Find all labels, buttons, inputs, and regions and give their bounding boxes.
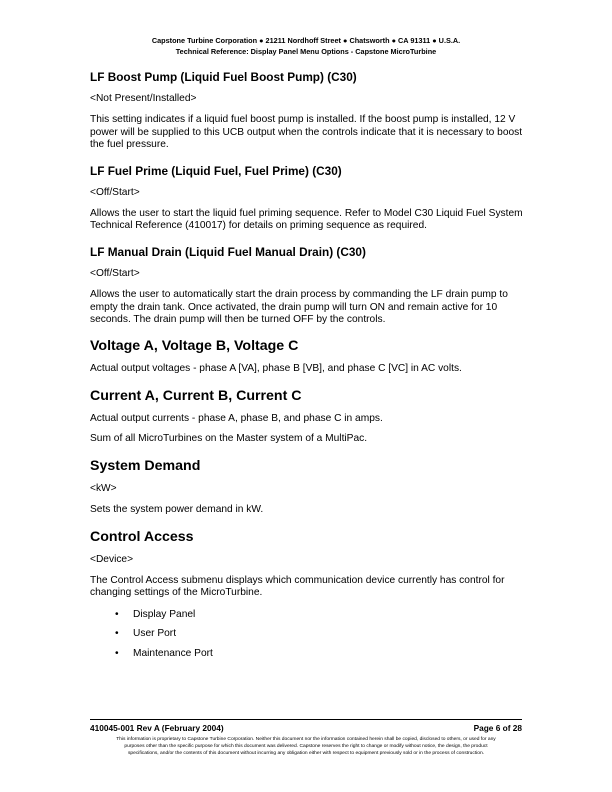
lf-drain-text: Allows the user to automatically start the drain process by commanding the LF drain pump to empty the drain tank. Once activated, the drain pump will turn ON and remain active for 10 seconds. The drain pump will then be turned OFF by the controls. bbox=[90, 289, 508, 326]
bullet-icon: • bbox=[115, 647, 119, 659]
page-content bbox=[90, 70, 526, 668]
document-title-line: Technical Reference: Display Panel Menu Options - Capstone MicroTurbine bbox=[175, 46, 437, 56]
lf-prime-heading: LF Fuel Prime (Liquid Fuel, Fuel Prime) (C30) bbox=[90, 163, 342, 178]
current-heading: Current A, Current B, Current C bbox=[90, 387, 302, 404]
list-item: • User Port bbox=[115, 628, 177, 640]
list-item: • Maintenance Port bbox=[115, 647, 213, 659]
proprietary-notice: This information is proprietary to Capstone Turbine Corporation. Neither this document nor the information contained herein shall be copied, disclosed to others, or used for any purposes other than the specific purpose for which this document was delivered. Capstone reserves the right to change or modify without notice, the design, the product specifications, and/or the contents of this document without incurring any obligation either with respect to equipment previously sold or in the process of construction. bbox=[116, 737, 496, 756]
lf-prime-text: Allows the user to start the liquid fuel priming sequence. Refer to Model C30 Liquid Fuel System Technical Reference (410017) for details on priming sequence as required. bbox=[90, 208, 523, 232]
voltage-text: Actual output voltages - phase A [VA], phase B [VB], and phase C [VC] in AC volts. bbox=[90, 363, 462, 375]
current-text: Actual output currents - phase A, phase B, and phase C in amps. bbox=[90, 412, 383, 424]
system-demand-text: Sets the system power demand in kW. bbox=[90, 504, 264, 516]
bullet-icon: • bbox=[115, 628, 119, 640]
control-access-value: <Device> bbox=[90, 553, 134, 565]
page-header bbox=[90, 36, 522, 57]
current-sum-text: Sum of all MicroTurbines on the Master system of a MultiPac. bbox=[90, 433, 368, 445]
lf-drain-heading: LF Manual Drain (Liquid Fuel Manual Drain) (C30) bbox=[90, 244, 366, 259]
bullet-icon: • bbox=[115, 608, 119, 620]
document-id: 410045-001 Rev A (February 2004) bbox=[90, 723, 224, 733]
lf-prime-value: <Off/Start> bbox=[90, 186, 140, 198]
lf-boost-text: This setting indicates if a liquid fuel boost pump is installed. If the boost pump is installed, 12 V power will be supplied to this UCB output when the controls indicate that it is necessary to boost the fuel pressure. bbox=[90, 114, 523, 151]
lf-boost-value: <Not Present/Installed> bbox=[90, 93, 197, 104]
page-number: Page 6 of 28 bbox=[473, 723, 522, 733]
list-item: • Display Panel bbox=[115, 608, 196, 620]
footer-divider bbox=[90, 719, 522, 720]
system-demand-value: <kW> bbox=[90, 482, 117, 494]
control-device-list bbox=[90, 609, 526, 660]
voltage-heading: Voltage A, Voltage B, Voltage C bbox=[90, 338, 299, 355]
control-access-heading: Control Access bbox=[90, 528, 194, 545]
lf-drain-value: <Off/Start> bbox=[90, 267, 140, 279]
lf-boost-heading: LF Boost Pump (Liquid Fuel Boost Pump) (C30) bbox=[90, 70, 357, 84]
company-address-line: Capstone Turbine Corporation ● 21211 Nordhoff Street ● Chatsworth ● CA 91311 ● U.S.A. bbox=[151, 36, 461, 45]
system-demand-heading: System Demand bbox=[90, 457, 201, 474]
control-access-text: The Control Access submenu displays which communication device currently has control for changing settings of the MicroTurbine. bbox=[90, 574, 505, 599]
